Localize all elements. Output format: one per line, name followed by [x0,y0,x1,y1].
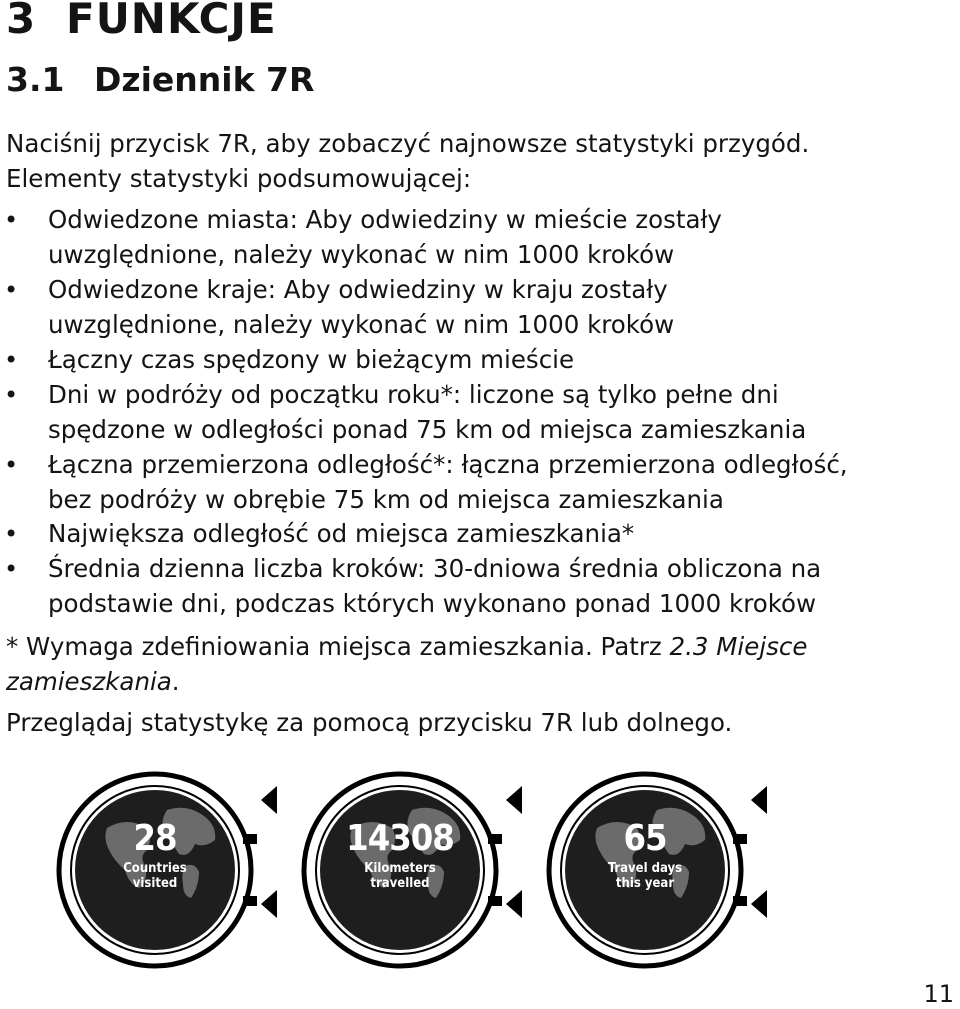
watch-label: Travel days [607,861,683,876]
bullet-text: uwzględnione, należy wykonać w nim 1000 kroków [48,309,675,339]
section-heading [6,60,314,99]
bullet-symbol: • [4,206,19,234]
down-arrow-icon [261,890,277,918]
bullet-text: Średnia dzienna liczba kroków: 30-dniowa średnia obliczona na [48,554,822,583]
browse-instruction: Przeglądaj statystykę za pomocą przycisku 7R lub dolnego. [6,708,733,737]
chapter-title: FUNKCJE [66,0,277,43]
down-arrow-icon [506,890,522,918]
section-number: 3.1 [6,60,65,99]
up-arrow-icon [751,786,767,814]
bullet-text: podstawie dni, podczas których wykonano ponad 1000 kroków [48,588,817,618]
page-number: 11 [923,980,954,1008]
bullet-text: Odwiedzone miasta: Aby odwiedziny w mieście zostały [48,205,722,234]
intro-line-2: Elementy statystyki podsumowującej: [6,164,472,193]
footnote [6,630,807,664]
bullet-symbol: • [4,346,19,374]
watch-label: this year [615,876,675,891]
bullet-text: Odwiedzone kraje: Aby odwiedziny w kraju zostały [48,275,668,304]
cross-reference-link[interactable]: 2.3 Miejsce [669,632,808,661]
up-arrow-icon [261,786,277,814]
watch-label: Kilometers [364,861,436,876]
watch-value: 65 [623,818,667,859]
bullet-text: Największa odległość od miejsca zamieszkania* [48,519,635,548]
section-title: Dziennik 7R [94,60,315,99]
bullet-symbol: • [4,381,19,409]
watch-value: 14308 [346,818,454,859]
footnote-text: * Wymaga zdefiniowania miejsca zamieszkania. Patrz [6,632,670,661]
chapter-heading [6,0,277,43]
bullet-symbol: • [4,520,19,548]
intro-line-1: Naciśnij przycisk 7R, aby zobaczyć najnowsze statystyki przygód. [6,129,810,158]
bullet-text: Łączna przemierzona odległość*: łączna przemierzona odległość, [48,450,848,479]
bullet-symbol: • [4,555,19,583]
watch-value: 28 [133,818,177,859]
down-arrow-icon [751,890,767,918]
footnote-end: . [171,667,180,696]
chapter-number: 3 [6,0,37,43]
bullet-symbol: • [4,451,19,479]
up-arrow-icon [506,786,522,814]
cross-reference-link[interactable]: zamieszkania [6,667,172,696]
bullet-text: uwzględnione, należy wykonać w nim 1000 kroków [48,239,675,269]
watch-display [300,770,560,970]
watch-display [55,770,315,970]
bullet-symbol: • [4,276,19,304]
bullet-text: Łączny czas spędzony w bieżącym mieście [48,345,575,374]
bullet-text: spędzone w odległości ponad 75 km od miejsca zamieszkania [48,414,807,444]
watch-display [545,770,805,970]
watch-label: travelled [370,876,430,891]
bullet-text: Dni w podróży od początku roku*: liczone są tylko pełne dni [48,380,779,409]
footnote-continuation [6,665,180,699]
bullet-text: bez podróży w obrębie 75 km od miejsca zamieszkania [48,484,724,514]
watch-label: Countries [123,861,187,876]
watch-label: visited [132,876,178,891]
